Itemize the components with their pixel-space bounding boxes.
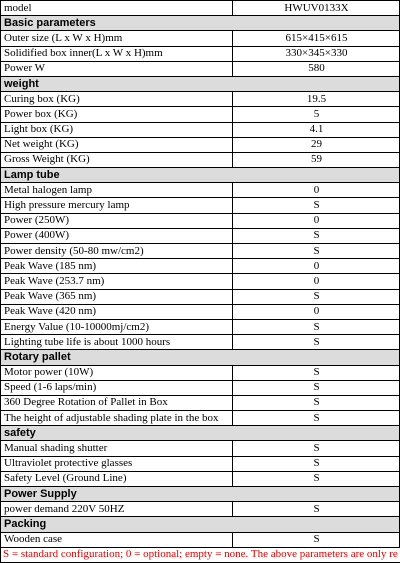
row-label: model — [1, 1, 233, 16]
footnote-row — [1, 547, 400, 562]
row-label: The height of adjustable shading plate in the box — [1, 411, 233, 426]
row-value: 19.5 — [233, 92, 400, 107]
section-header — [1, 350, 400, 365]
section-header — [1, 426, 400, 441]
row-label: Power box (KG) — [1, 107, 233, 122]
section-title: Packing — [1, 517, 400, 532]
table-row — [1, 411, 400, 426]
row-label: Power W — [1, 61, 233, 76]
row-label: Net weight (KG) — [1, 137, 233, 152]
row-value: S — [233, 380, 400, 395]
table-row — [1, 274, 400, 289]
row-label: Speed (1-6 laps/min) — [1, 380, 233, 395]
row-value: S — [233, 198, 400, 213]
table-row — [1, 61, 400, 76]
row-label: Peak Wave (420 nm) — [1, 304, 233, 319]
table-row — [1, 380, 400, 395]
row-value: 0 — [233, 274, 400, 289]
row-value: S — [233, 441, 400, 456]
row-label: Power (250W) — [1, 213, 233, 228]
row-value: S — [233, 502, 400, 517]
table-row — [1, 228, 400, 243]
row-value: S — [233, 365, 400, 380]
row-value: S — [233, 532, 400, 547]
table-row — [1, 122, 400, 137]
table-row — [1, 152, 400, 167]
section-title: Basic parameters — [1, 16, 400, 31]
spec-table-body — [1, 1, 400, 563]
table-row — [1, 319, 400, 334]
table-row — [1, 244, 400, 259]
table-row — [1, 456, 400, 471]
table-row — [1, 213, 400, 228]
row-value: S — [233, 471, 400, 486]
section-header — [1, 517, 400, 532]
row-value: S — [233, 335, 400, 350]
section-title: Power Supply — [1, 487, 400, 502]
row-value: 0 — [233, 304, 400, 319]
table-row — [1, 137, 400, 152]
table-row — [1, 502, 400, 517]
row-label: Curing box (KG) — [1, 92, 233, 107]
row-value: 0 — [233, 259, 400, 274]
row-value: S — [233, 228, 400, 243]
row-value: 0 — [233, 213, 400, 228]
table-row — [1, 471, 400, 486]
row-value: 330×345×330 — [233, 46, 400, 61]
table-row — [1, 304, 400, 319]
table-row — [1, 532, 400, 547]
row-label: Safety Level (Ground Line) — [1, 471, 233, 486]
row-label: Solidified box inner(L x W x H)mm — [1, 46, 233, 61]
row-label: Gross Weight (KG) — [1, 152, 233, 167]
section-header — [1, 16, 400, 31]
row-value: S — [233, 319, 400, 334]
table-row — [1, 46, 400, 61]
row-label: Manual shading shutter — [1, 441, 233, 456]
row-value: 0 — [233, 183, 400, 198]
section-header — [1, 487, 400, 502]
row-label: Energy Value (10-10000mj/cm2) — [1, 319, 233, 334]
row-value: HWUV0133X — [233, 1, 400, 16]
table-row — [1, 198, 400, 213]
row-value: 615×415×615 — [233, 31, 400, 46]
row-label: Peak Wave (365 nm) — [1, 289, 233, 304]
section-title: Lamp tube — [1, 168, 400, 183]
row-value: S — [233, 456, 400, 471]
row-label: Metal halogen lamp — [1, 183, 233, 198]
row-value: S — [233, 395, 400, 410]
row-label: Peak Wave (253.7 nm) — [1, 274, 233, 289]
row-label: Power (400W) — [1, 228, 233, 243]
footnote: S = standard configuration; 0 = optional; empty = none. The above parameters are only re — [1, 547, 400, 562]
row-value: S — [233, 411, 400, 426]
row-label: Motor power (10W) — [1, 365, 233, 380]
row-value: 4.1 — [233, 122, 400, 137]
table-row — [1, 395, 400, 410]
table-row — [1, 441, 400, 456]
section-header — [1, 168, 400, 183]
row-value: 5 — [233, 107, 400, 122]
row-label: Power density (50-80 mw/cm2) — [1, 244, 233, 259]
row-value: 580 — [233, 61, 400, 76]
table-row — [1, 31, 400, 46]
model-row — [1, 1, 400, 16]
row-label: 360 Degree Rotation of Pallet in Box — [1, 395, 233, 410]
row-label: Peak Wave (185 nm) — [1, 259, 233, 274]
row-label: Lighting tube life is about 1000 hours — [1, 335, 233, 350]
section-header — [1, 76, 400, 91]
row-label: Ultraviolet protective glasses — [1, 456, 233, 471]
row-value: S — [233, 289, 400, 304]
row-label: Outer size (L x W x H)mm — [1, 31, 233, 46]
row-value: 29 — [233, 137, 400, 152]
table-row — [1, 335, 400, 350]
row-label: Wooden case — [1, 532, 233, 547]
table-row — [1, 289, 400, 304]
row-label: Light box (KG) — [1, 122, 233, 137]
row-value: S — [233, 244, 400, 259]
table-row — [1, 107, 400, 122]
section-title: Rotary pallet — [1, 350, 400, 365]
table-row — [1, 259, 400, 274]
table-row — [1, 92, 400, 107]
section-title: safety — [1, 426, 400, 441]
table-row — [1, 365, 400, 380]
row-label: power demand 220V 50HZ — [1, 502, 233, 517]
section-title: weight — [1, 76, 400, 91]
table-row — [1, 183, 400, 198]
row-label: High pressure mercury lamp — [1, 198, 233, 213]
row-value: 59 — [233, 152, 400, 167]
